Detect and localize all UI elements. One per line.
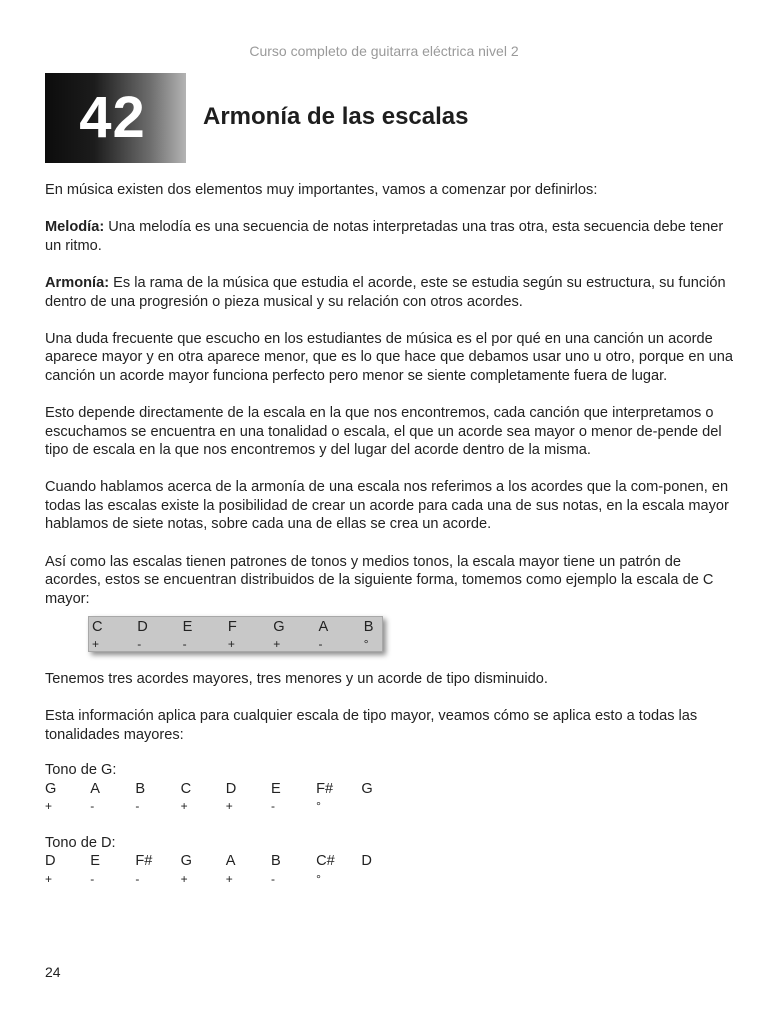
melodia-definition: Una melodía es una secuencia de notas interpretadas una tras otra, esta secuencia debe tener un ritmo.: [45, 219, 724, 254]
intro-paragraph: En música existen dos elementos muy importantes, vamos a comenzar por definirlos:: [45, 182, 598, 198]
chapter-title: Armonía de las escalas: [203, 103, 469, 130]
key-label: Tono de G:: [45, 762, 117, 779]
note: G: [45, 780, 57, 797]
note: F: [227, 618, 237, 635]
note: C: [92, 618, 103, 635]
chord-quality: -: [135, 798, 140, 813]
c-major-notes-row: [89, 618, 406, 636]
asi-paragraph: Así como las escalas tienen patrones de tonos y medios tonos, la escala mayor tiene un patrón de acordes, estos se encuentran distribuidos de la siguiente forma, tomemos como ejemplo la escala de C mayor:: [45, 553, 714, 607]
note: G: [273, 618, 285, 635]
running-header: Curso completo de guitarra eléctrica nivel 2: [249, 43, 519, 59]
depende-paragraph: Esto depende directamente de la escala en la que nos encontremos, cada canción que interpretamos o escuchamos se encuentra en una tonalidad o escala, el que un acorde sea mayor o menor de-pende del tipo de escala en la que nos encontremos y del lugar del acorde dentro de la misma.: [45, 405, 722, 459]
chord-quality: -: [318, 636, 323, 651]
melodia-term: Melodía:: [45, 219, 105, 236]
chord-quality: +: [227, 636, 235, 651]
chord-quality: °: [316, 871, 321, 886]
key-notes-row: [45, 780, 735, 798]
page-number: 24: [45, 964, 61, 980]
c-major-chord-table: [88, 616, 383, 652]
note: D: [45, 853, 56, 870]
chord-quality: -: [137, 636, 142, 651]
note: E: [270, 780, 281, 797]
key-notes-row: [45, 852, 735, 870]
c-major-qualities-row: [89, 635, 406, 653]
chord-quality: +: [273, 636, 281, 651]
note: G: [361, 780, 373, 797]
key-block-d: [45, 834, 735, 887]
note: A: [225, 853, 236, 870]
chord-quality: +: [225, 871, 233, 886]
chapter-number-box: [45, 73, 186, 163]
cuando-paragraph: Cuando hablamos acerca de la armonía de una escala nos referimos a los acordes que la com-ponen, en todas las escalas existe la posibilidad de crear un acorde para cada una de sus notas, en la escala mayor hablamos de siete notas, sobre cada una de ellas se crea un acorde.: [45, 479, 729, 533]
chord-quality: +: [180, 871, 188, 886]
key-qualities-row: [45, 871, 735, 887]
chord-quality: -: [90, 798, 95, 813]
duda-paragraph: Una duda frecuente que escucho en los estudiantes de música es el por qué en una canción un acorde aparece mayor y en otra aparece menor, que es lo que hace que debamos usar uno u otro, porque en una canción un acorde mayor funciona perfecto pero menor se siente completamente fuera de lugar.: [45, 331, 733, 384]
chord-quality: -: [135, 871, 140, 886]
note: D: [137, 618, 148, 635]
note: B: [135, 780, 146, 797]
key-block-g: [45, 761, 735, 814]
melodia-paragraph: [45, 218, 735, 255]
note: A: [90, 780, 100, 797]
armonia-paragraph: [45, 274, 735, 311]
chord-quality: +: [45, 871, 53, 886]
note: E: [90, 853, 100, 870]
note: E: [182, 618, 193, 635]
chord-quality: °: [316, 798, 321, 813]
chord-quality: -: [182, 636, 187, 651]
chord-quality: +: [225, 798, 233, 813]
key-qualities-row: [45, 798, 735, 814]
note: G: [180, 853, 192, 870]
body-text: [45, 181, 735, 907]
note: B: [270, 853, 281, 870]
chord-quality: +: [92, 636, 100, 651]
note: F#: [135, 853, 153, 870]
chord-quality: °: [363, 636, 369, 651]
esta-paragraph: Esta información aplica para cualquier escala de tipo mayor, veamos cómo se aplica esto a todas las tonalidades mayores:: [45, 708, 698, 743]
chord-quality: +: [180, 798, 188, 813]
tenemos-paragraph: Tenemos tres acordes mayores, tres menores y un acorde de tipo disminuido.: [45, 670, 548, 687]
key-label: Tono de D:: [45, 834, 116, 851]
armonia-term: Armonía:: [45, 275, 110, 292]
chord-quality: +: [45, 798, 53, 813]
armonia-definition: Es la rama de la música que estudia el acorde, este se estudia según su estructura, su función dentro de una progresión o pieza musical y su relación con otros acordes.: [45, 275, 726, 310]
chord-quality: -: [270, 798, 275, 813]
note: F#: [316, 780, 334, 797]
chapter-number: 42: [79, 85, 146, 150]
note: D: [225, 780, 237, 797]
note: A: [318, 618, 329, 635]
note: B: [363, 618, 374, 635]
note: C: [180, 780, 192, 797]
chord-quality: -: [270, 871, 275, 886]
note: D: [361, 853, 372, 870]
chord-quality: -: [90, 871, 95, 886]
note: C#: [316, 853, 335, 870]
